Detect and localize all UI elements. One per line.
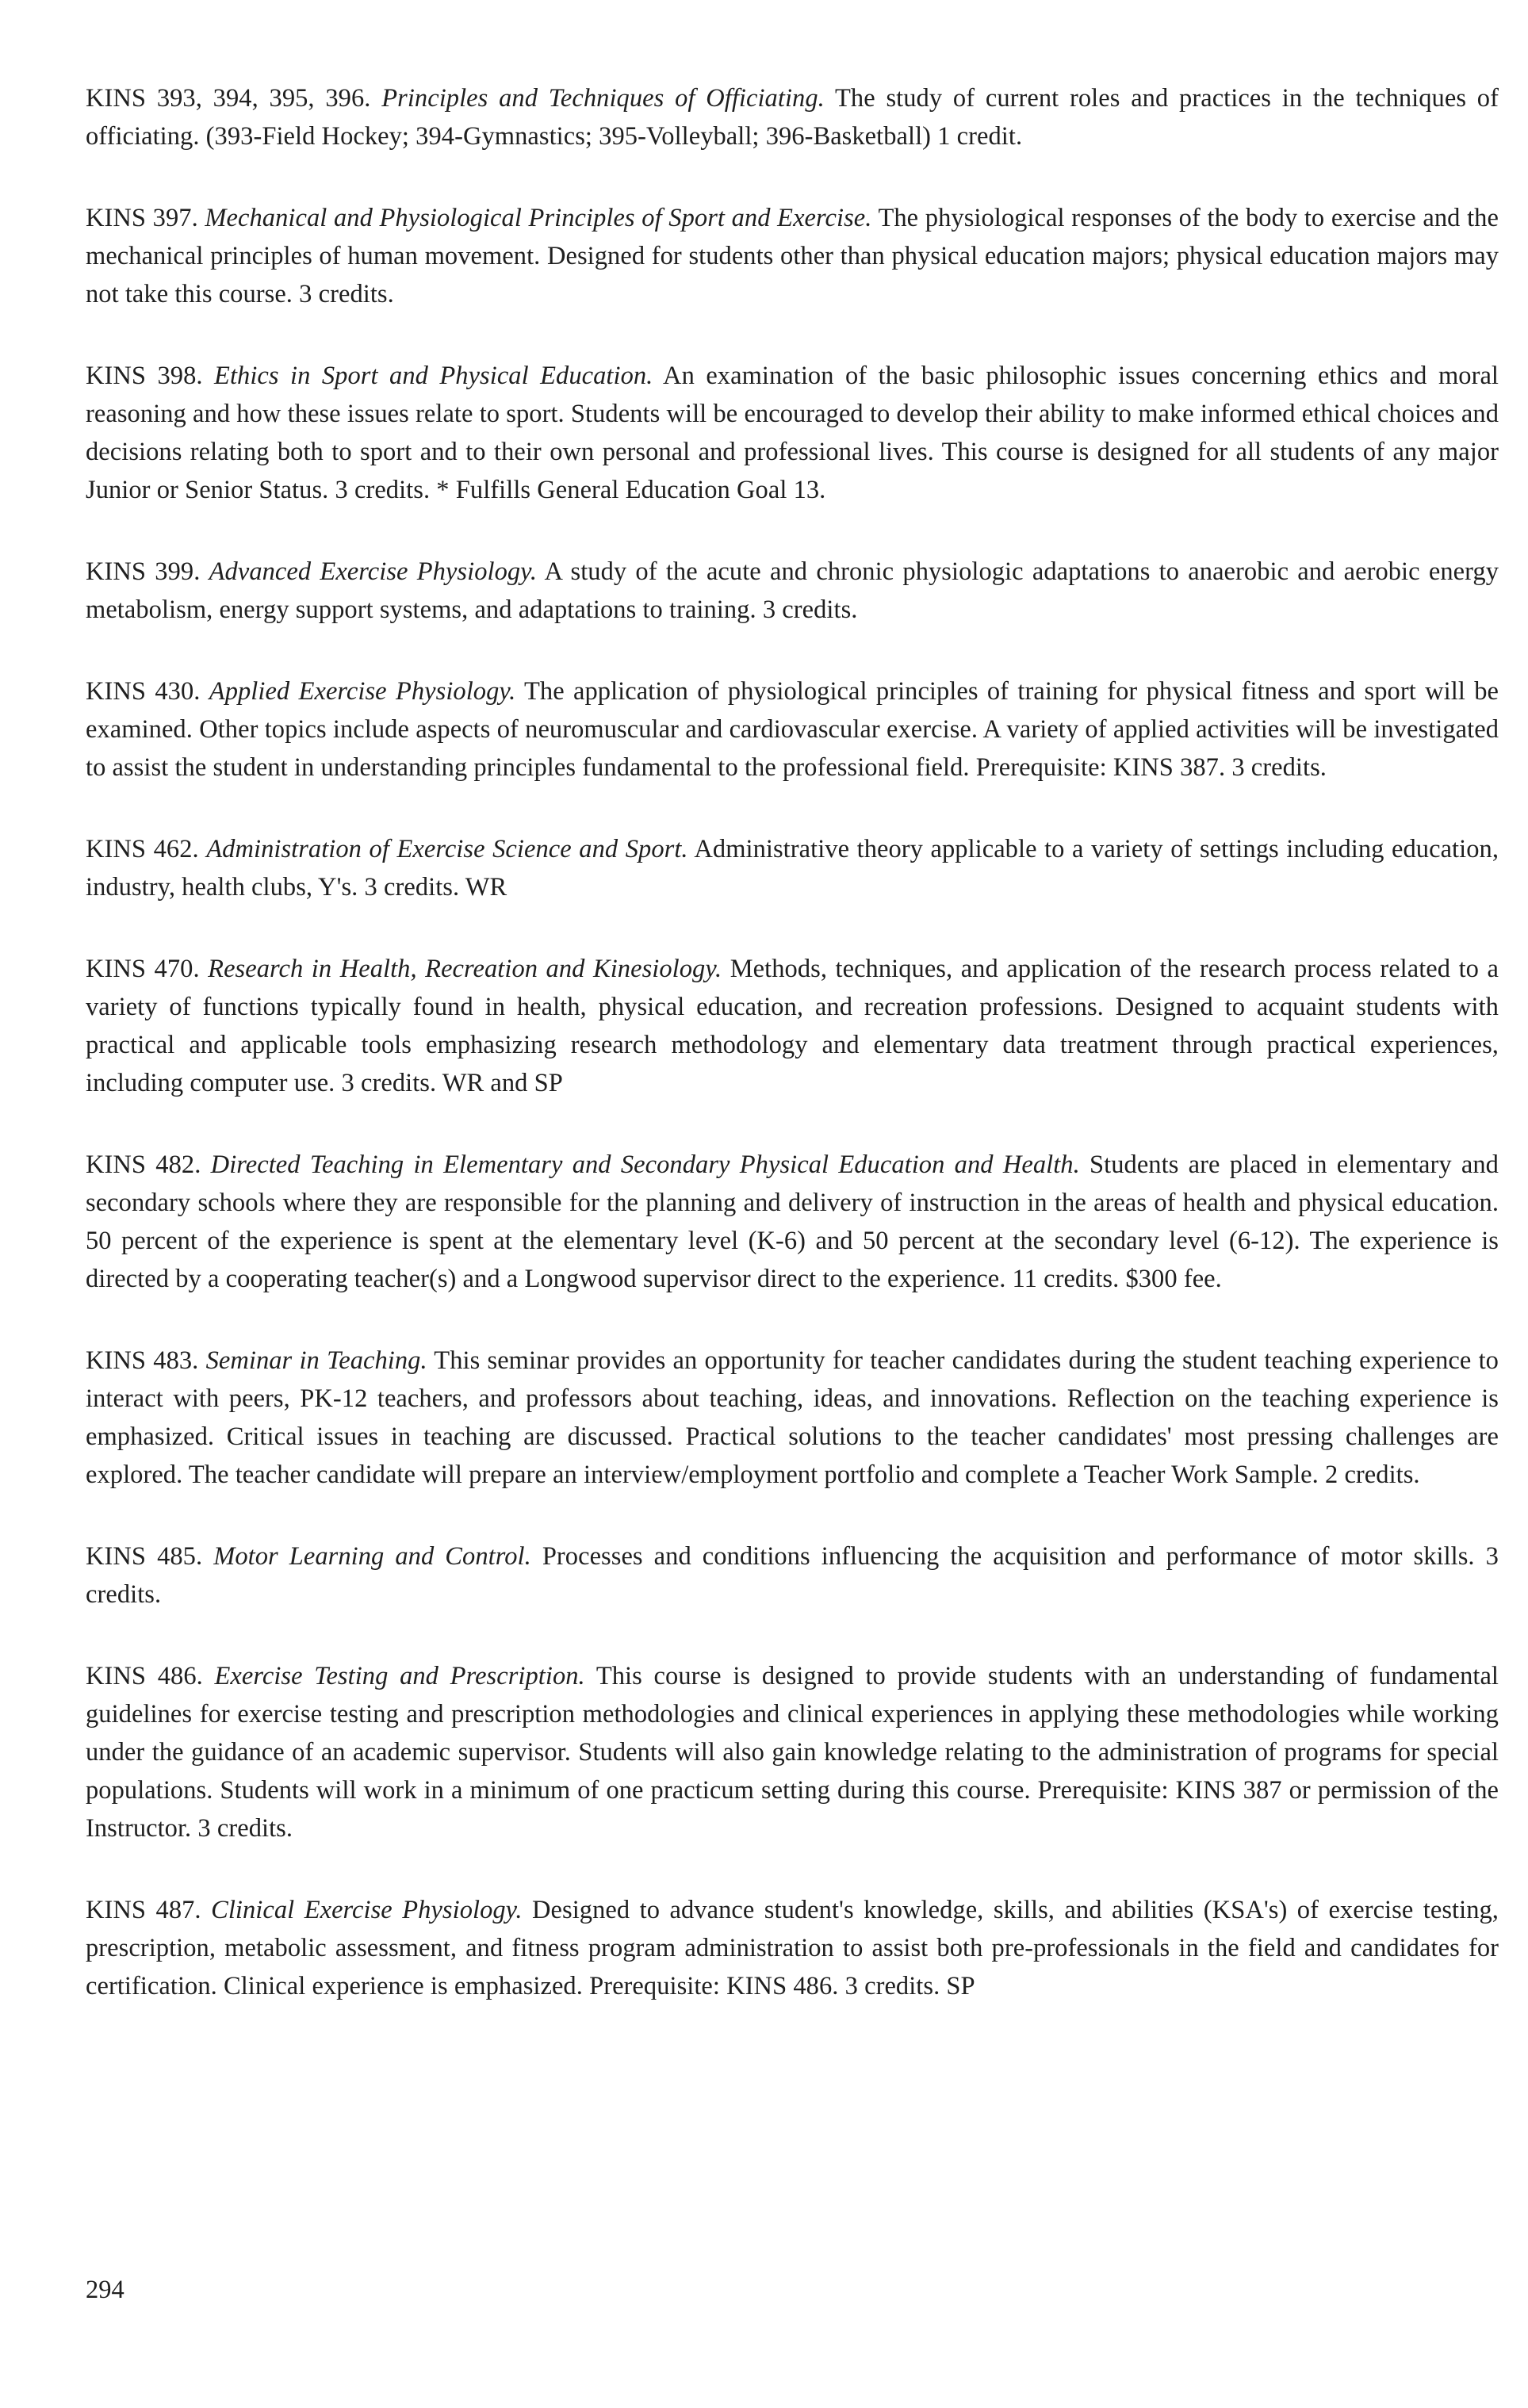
course-description: The application of physiological principles of training for physical fitness and sport will be examined. Other topics include aspects of neuromuscular and cardiovascular exercise. A variety of applied activities will be investigated to assist the student in understanding principles fundamental to the professional field. Prerequisite: KINS 387. 3 credits. (86, 677, 1499, 782)
course-description: Students are placed in elementary and secondary schools where they are responsible for the planning and delivery of instruction in the areas of health and physical education. 50 percent of the experience is spent at the elementary level (K-6) and 50 percent at the secondary level (6-12). The experience is directed by a cooperating teacher(s) and a Longwood supervisor direct to the experience. 11 credits. $300 fee. (86, 1150, 1499, 1293)
course-code: KINS 398. (86, 362, 203, 390)
course-title: Motor Learning and Control. (213, 1542, 531, 1571)
course-code: KINS 399. (86, 557, 201, 586)
course-description: This seminar provides an opportunity for teacher candidates during the student teaching experience to interact with peers, PK-12 teachers, and professors about teaching, ideas, and innovations. Reflection on the teaching experience is emphasized. Critical issues in teaching are discussed. Practical solutions to the teacher candidates' most pressing challenges are explored. The teacher candidate will prepare an interview/employment portfolio and complete a Teacher Work Sample. 2 credits. (86, 1346, 1499, 1489)
course-code: KINS 470. (86, 955, 200, 983)
course-code: KINS 482. (86, 1150, 201, 1179)
course-entry-kins-399 (86, 553, 1499, 629)
course-entry-kins-482 (86, 1146, 1499, 1298)
course-code: KINS 393, 394, 395, 396. (86, 84, 371, 113)
course-description: This course is designed to provide students with an understanding of fundamental guidelines for exercise testing and prescription methodologies and clinical experiences in applying these methodologies while working under the guidance of an academic supervisor. Students will also gain knowledge relating to the administration of programs for special populations. Students will work in a minimum of one practicum setting during this course. Prerequisite: KINS 387 or permission of the Instructor. 3 credits. (86, 1662, 1499, 1843)
page-number: 294 (86, 2276, 124, 2304)
course-title: Mechanical and Physiological Principles of Sport and Exercise. (205, 204, 872, 232)
course-description: Processes and conditions influencing the acquisition and performance of motor skills. 3 credits. (86, 1542, 1499, 1609)
course-title: Ethics in Sport and Physical Education. (214, 362, 653, 390)
course-code: KINS 397. (86, 204, 198, 232)
course-entry-kins-485 (86, 1537, 1499, 1614)
course-title: Research in Health, Recreation and Kinesiology. (208, 955, 722, 983)
course-entry-kins-462 (86, 830, 1499, 906)
course-description: The physiological responses of the body to exercise and the mechanical principles of human movement. Designed for students other than physical education majors; physical education majors may not take this course. 3 credits. (86, 204, 1499, 308)
course-description: An examination of the basic philosophic issues concerning ethics and moral reasoning and how these issues relate to sport. Students will be encouraged to develop their ability to make informed ethical choices and decisions relating both to sport and to their own personal and professional lives. This course is designed for all students of any major Junior or Senior Status. 3 credits. * Fulfills General Education Goal 13. (86, 362, 1499, 504)
course-code: KINS 462. (86, 835, 199, 863)
course-title: Seminar in Teaching. (205, 1346, 427, 1375)
course-code: KINS 487. (86, 1896, 201, 1924)
course-entry-kins-398 (86, 357, 1499, 509)
course-entry-kins-486 (86, 1657, 1499, 1847)
course-title: Exercise Testing and Prescription. (214, 1662, 585, 1690)
course-description: A study of the acute and chronic physiologic adaptations to anaerobic and aerobic energy metabolism, energy support systems, and adaptations to training. 3 credits. (86, 557, 1499, 624)
course-listing (86, 79, 1499, 2049)
course-title: Principles and Techniques of Officiating. (381, 84, 825, 113)
course-title: Advanced Exercise Physiology. (209, 557, 538, 586)
course-code: KINS 483. (86, 1346, 199, 1375)
course-entry-kins-487 (86, 1891, 1499, 2005)
course-title: Applied Exercise Physiology. (209, 677, 516, 706)
course-code: KINS 430. (86, 677, 201, 706)
course-entry-kins-470 (86, 950, 1499, 1102)
course-title: Directed Teaching in Elementary and Secondary Physical Education and Health. (210, 1150, 1080, 1179)
course-title: Clinical Exercise Physiology. (211, 1896, 523, 1924)
course-title: Administration of Exercise Science and Sport. (206, 835, 688, 863)
course-entry-kins-397 (86, 199, 1499, 313)
course-entry-kins-430 (86, 672, 1499, 787)
course-description: Designed to advance student's knowledge, skills, and abilities (KSA's) of exercise testing, prescription, metabolic assessment, and fitness program administration to assist both pre-professionals in the field and candidates for certification. Clinical experience is emphasized. Prerequisite: KINS 486. 3 credits. SP (86, 1896, 1499, 2000)
course-description: Administrative theory applicable to a variety of settings including education, industry, health clubs, Y's. 3 credits. WR (86, 835, 1499, 902)
course-entry-kins-393-396 (86, 79, 1499, 155)
course-description: The study of current roles and practices in the techniques of officiating. (393-Field Hockey; 394-Gymnastics; 395-Volleyball; 396-Basketball) 1 credit. (86, 84, 1499, 151)
course-entry-kins-483 (86, 1342, 1499, 1494)
course-code: KINS 486. (86, 1662, 203, 1690)
course-code: KINS 485. (86, 1542, 203, 1571)
course-description: Methods, techniques, and application of the research process related to a variety of functions typically found in health, physical education, and recreation professions. Designed to acquaint students with practical and applicable tools emphasizing research methodology and elementary data treatment through practical experiences, including computer use. 3 credits. WR and SP (86, 955, 1499, 1097)
